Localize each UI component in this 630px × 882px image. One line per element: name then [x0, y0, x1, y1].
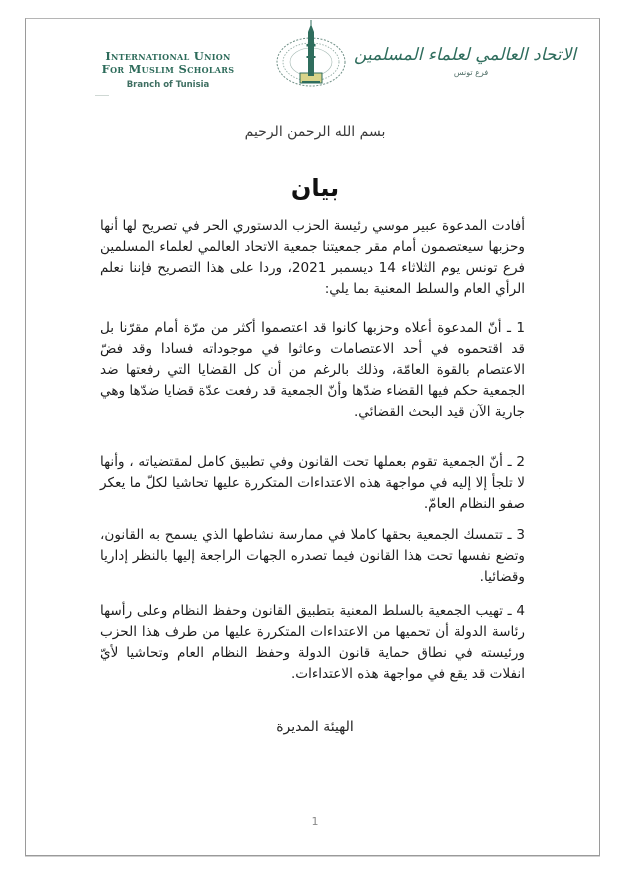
page-number: 1	[311, 815, 319, 828]
logo-en-branch: Branch of Tunisia	[126, 80, 210, 90]
logo-ar-line1: الاتحاد العالمي لعلماء المسلمين	[354, 45, 576, 65]
logo-english	[83, 50, 253, 96]
basmala: بسم الله الرحمن الرحيم	[244, 124, 386, 140]
logo-en-line2: For Muslim Scholars	[101, 62, 235, 76]
signature: الهيئة المديرة	[276, 719, 354, 735]
logo-ar-branch: فرع تونس	[453, 68, 489, 77]
point-3-paragraph: 3 ـ تتمسك الجمعية بحقها كاملا في ممارسة نشاطها الذي يسمح به القانون، وتضع نفسها تحت هذا القانون فيما تصدره الجهات الراجعة إليها بالنظر إداريا وقضائيا.	[100, 527, 525, 585]
minaret-emblem-icon	[272, 18, 350, 94]
logo-en-line1: International Union	[105, 49, 231, 63]
logo-en-divider	[95, 95, 109, 96]
page-title: بيان	[290, 174, 340, 202]
point-1-paragraph: 1 ـ أنّ المدعوة أعلاه وحزبها كانوا قد اعتصموا أكثر من مرّة أمام مقرّنا بل قد اقتحموه في أحد الاعتصامات وعاثوا في موجوداته فسادا وقد فضّ الاعتصام بالقوة العامّة، وذلك بالرغم من أن كل القضايا التي رفعتها ضد الجمعية حكم فيها القضاء ضدّها وأنّ الجمعية قد رفعت عدّة قضايا ضدّها وهي جارية الآن قيد البحث القضائي.	[100, 320, 525, 420]
point-4-paragraph: 4 ـ تهيب الجمعية بالسلط المعنية بتطبيق القانون وحفظ النظام وعلى رأسها رئاسة الدولة أن تحميها من الاعتداءات المتكررة عليها من طرف هذا الحزب ورئيسته في نطاق حماية قانون الدولة وحفظ النظام العام وتحاشيا لأيّ انفلات قد يقع في مواجهة هذه الاعتداءات.	[100, 603, 525, 682]
intro-paragraph: أفادت المدعوة عبير موسي رئيسة الحزب الدستوري الحر في تصريح لها أنها وحزبها سيعتصمون أمام مقر جمعيتنا جمعية الاتحاد العالمي لعلماء المسلمين فرع تونس يوم الثلاثاء 14 ديسمبر 2021، وردا على هذا التصريح فإننا نعلم الرأي العام والسلط المعنية بما يلي:	[100, 218, 525, 297]
point-2-paragraph: 2 ـ أنّ الجمعية تقوم بعملها تحت القانون وفي تطبيق كامل لمقتضياته ، وأنها لا تلجأ إلا إليه في مواجهة هذه الاعتداءات المتكررة عليها تحاشيا لكلّ ما يعكر صفو النظام العامّ.	[100, 454, 525, 512]
logo-arabic	[354, 44, 576, 77]
letterhead	[0, 0, 630, 110]
